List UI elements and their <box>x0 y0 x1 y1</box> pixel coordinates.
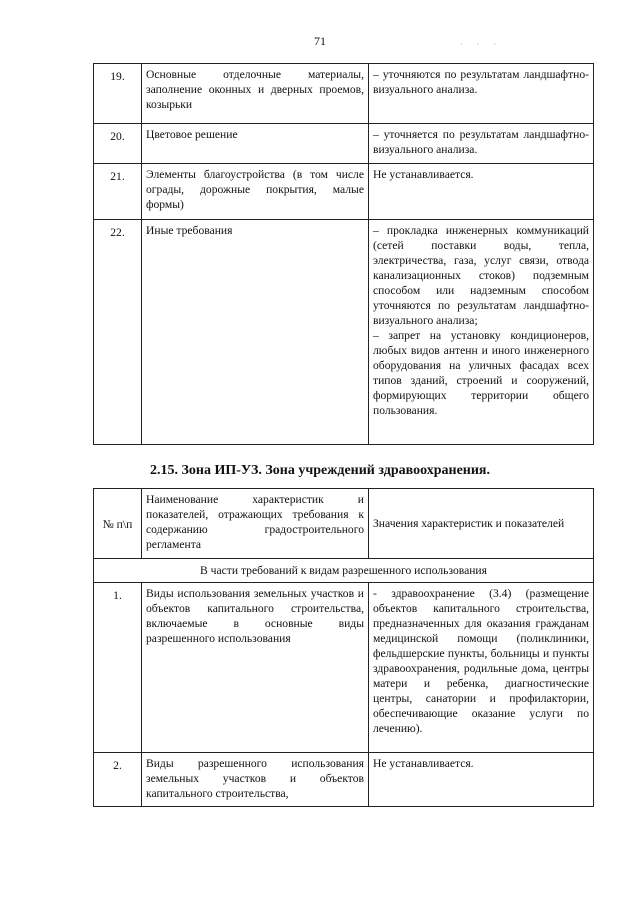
requirements-table-continued <box>93 63 594 445</box>
table-row <box>94 583 594 753</box>
scan-specks: · · · <box>460 40 502 49</box>
row-value: Не устанавливается. <box>369 164 594 220</box>
table-row <box>94 64 594 124</box>
row-number: 21. <box>94 164 142 220</box>
table-row <box>94 753 594 807</box>
section-title: 2.15. Зона ИП-УЗ. Зона учреждений здравоохранения. <box>149 463 490 478</box>
table-row <box>94 124 594 164</box>
row-number: 19. <box>94 64 142 124</box>
row-value: - здравоохранение (3.4) (размещение объектов капитального строительства, предназначенных для оказания гражданам медицинской помощи (поликлиники, фельдшерские пункты, больницы и пункты здравоохранения, родильные дома, центры матери и ребенка, диагностические центры, санатории и профилактории, обеспечивающие оказание услуги по лечению). <box>369 583 594 753</box>
zone-requirements-table <box>93 488 594 807</box>
row-value <box>369 220 594 445</box>
row-characteristic: Цветовое решение <box>142 124 369 164</box>
subheader: В части требований к видам разрешенного использования <box>94 559 594 583</box>
page-number: 71 <box>314 34 326 48</box>
value-paragraph: – прокладка инженерных коммуникаций (сетей поставки воды, тепла, электричества, газа, услуг связи, отвода канализационных стоков) подземным способом или надземным способом уточняются по результатам ландшафтно-визуального анализа; <box>373 224 589 327</box>
table-row <box>94 164 594 220</box>
header-value: Значения характеристик и показателей <box>369 489 594 559</box>
table-row <box>94 220 594 445</box>
row-characteristic: Основные отделочные материалы, заполнение оконных и дверных проемов, козырьки <box>142 64 369 124</box>
row-characteristic: Виды разрешенного использования земельных участков и объектов капитального строительства, <box>142 753 369 807</box>
row-characteristic: Элементы благоустройства (в том числе ограды, дорожные покрытия, малые формы) <box>142 164 369 220</box>
header-characteristic: Наименование характеристик и показателей, отражающих требования к содержанию градостроительного регламента <box>142 489 369 559</box>
row-number: 20. <box>94 124 142 164</box>
row-characteristic: Иные требования <box>142 220 369 445</box>
row-number: 1. <box>94 583 142 753</box>
row-characteristic: Виды использования земельных участков и объектов капитального строительства, включаемые в основные виды разрешенного использования <box>142 583 369 753</box>
row-number: 22. <box>94 220 142 445</box>
row-value: Не устанавливается. <box>369 753 594 807</box>
header-number: № п\п <box>94 489 142 559</box>
table-subheader-row <box>94 559 594 583</box>
table-header-row <box>94 489 594 559</box>
row-value: – уточняется по результатам ландшафтно-визуального анализа. <box>369 124 594 164</box>
row-value: – уточняются по результатам ландшафтно-визуального анализа. <box>369 64 594 124</box>
value-paragraph: – запрет на установку кондиционеров, любых видов антенн и иного инженерного оборудования на уличных фасадах всех типов зданий, строений и сооружений, формирующих территории общего пользования. <box>373 329 589 417</box>
row-number: 2. <box>94 753 142 807</box>
